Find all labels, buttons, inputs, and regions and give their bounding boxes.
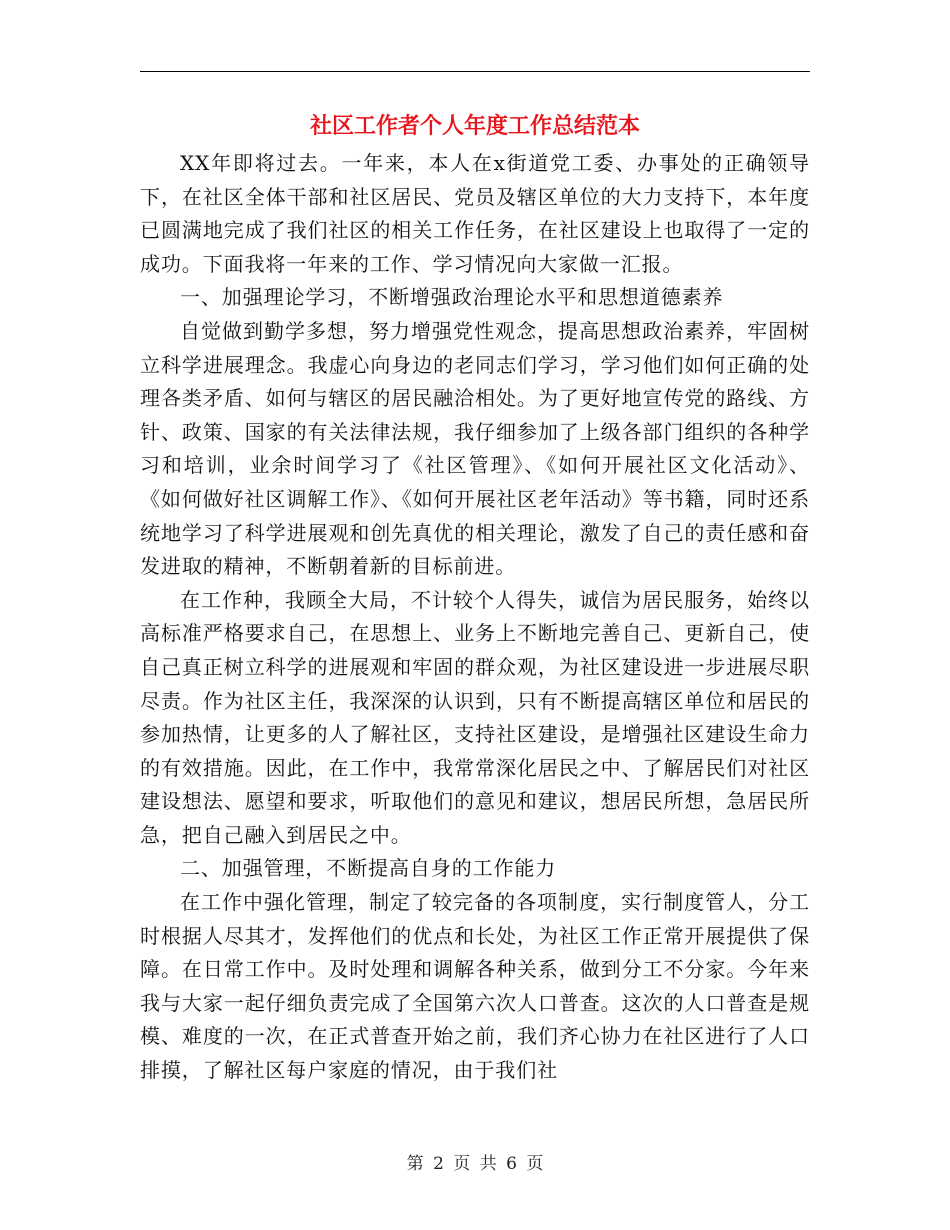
section-heading-2: 二、加强管理，不断提高自身的工作能力 — [180, 856, 557, 881]
document-body — [140, 147, 810, 1088]
document-title: 社区工作者个人年度工作总结范本 — [309, 113, 640, 139]
header-rule — [140, 71, 810, 72]
paragraph-work: 在工作种，我顾全大局，不计较个人得失，诚信为居民服务，始终以高标准严格要求自己，在思想上、业务上不断地完善自己、更新自己，使自己真正树立科学的进展观和牢固的群众观，为社区建设进一步进展尽职尽责。作为社区主任，我深深的认识到，只有不断提高辖区单位和居民的参加热情，让更多的人了解社区，支持社区建设，是增强社区建设生命力的有效措施。因此，在工作中，我常常深化居民之中、了解居民们对社区建设想法、愿望和要求，听取他们的意见和建议，想居民所想，急居民所急，把自己融入到居民之中。 — [140, 587, 810, 847]
page-footer: 第 2 页 共 6 页 — [406, 1154, 544, 1174]
paragraph-study: 自觉做到勤学多想，努力增强党性观念，提高思想政治素养，牢固树立科学进展理念。我虚心向身边的老同志们学习，学习他们如何正确的处理各类矛盾、如何与辖区的居民融洽相处。为了更好地宣传党的路线、方针、政策、国家的有关法律法规，我仔细参加了上级各部门组织的各种学习和培训，业余时间学习了《社区管理》、《如何开展社区文化活动》、《如何做好社区调解工作》、《如何开展社区老年活动》等书籍，同时还系统地学习了科学进展观和创先真优的相关理论，激发了自己的责任感和奋发进取的精神，不断朝着新的目标前进。 — [140, 318, 810, 579]
section-heading-1: 一、加强理论学习，不断增强政治理论水平和思想道德素养 — [180, 285, 724, 310]
paragraph-management: 在工作中强化管理，制定了较完备的各项制度，实行制度管人，分工时根据人尽其才，发挥他们的优点和长处，为社区工作正常开展提供了保障。在日常工作中。及时处理和调解各种关系，做到分工不分家。今年来我与大家一起仔细负责完成了全国第六次人口普查。这次的人口普查是规模、难度的一次，在正式普查开始之前，我们齐心协力在社区进行了人口排摸，了解社区每户家庭的情况，由于我们社 — [140, 890, 810, 1083]
paragraph-intro: XX年即将过去。一年来，本人在x街道党工委、办事处的正确领导下，在社区全体干部和社区居民、党员及辖区单位的大力支持下，本年度已圆满地完成了我们社区的相关工作任务，在社区建设上也取得了一定的成功。下面我将一年来的工作、学习情况向大家做一汇报。 — [140, 151, 810, 276]
